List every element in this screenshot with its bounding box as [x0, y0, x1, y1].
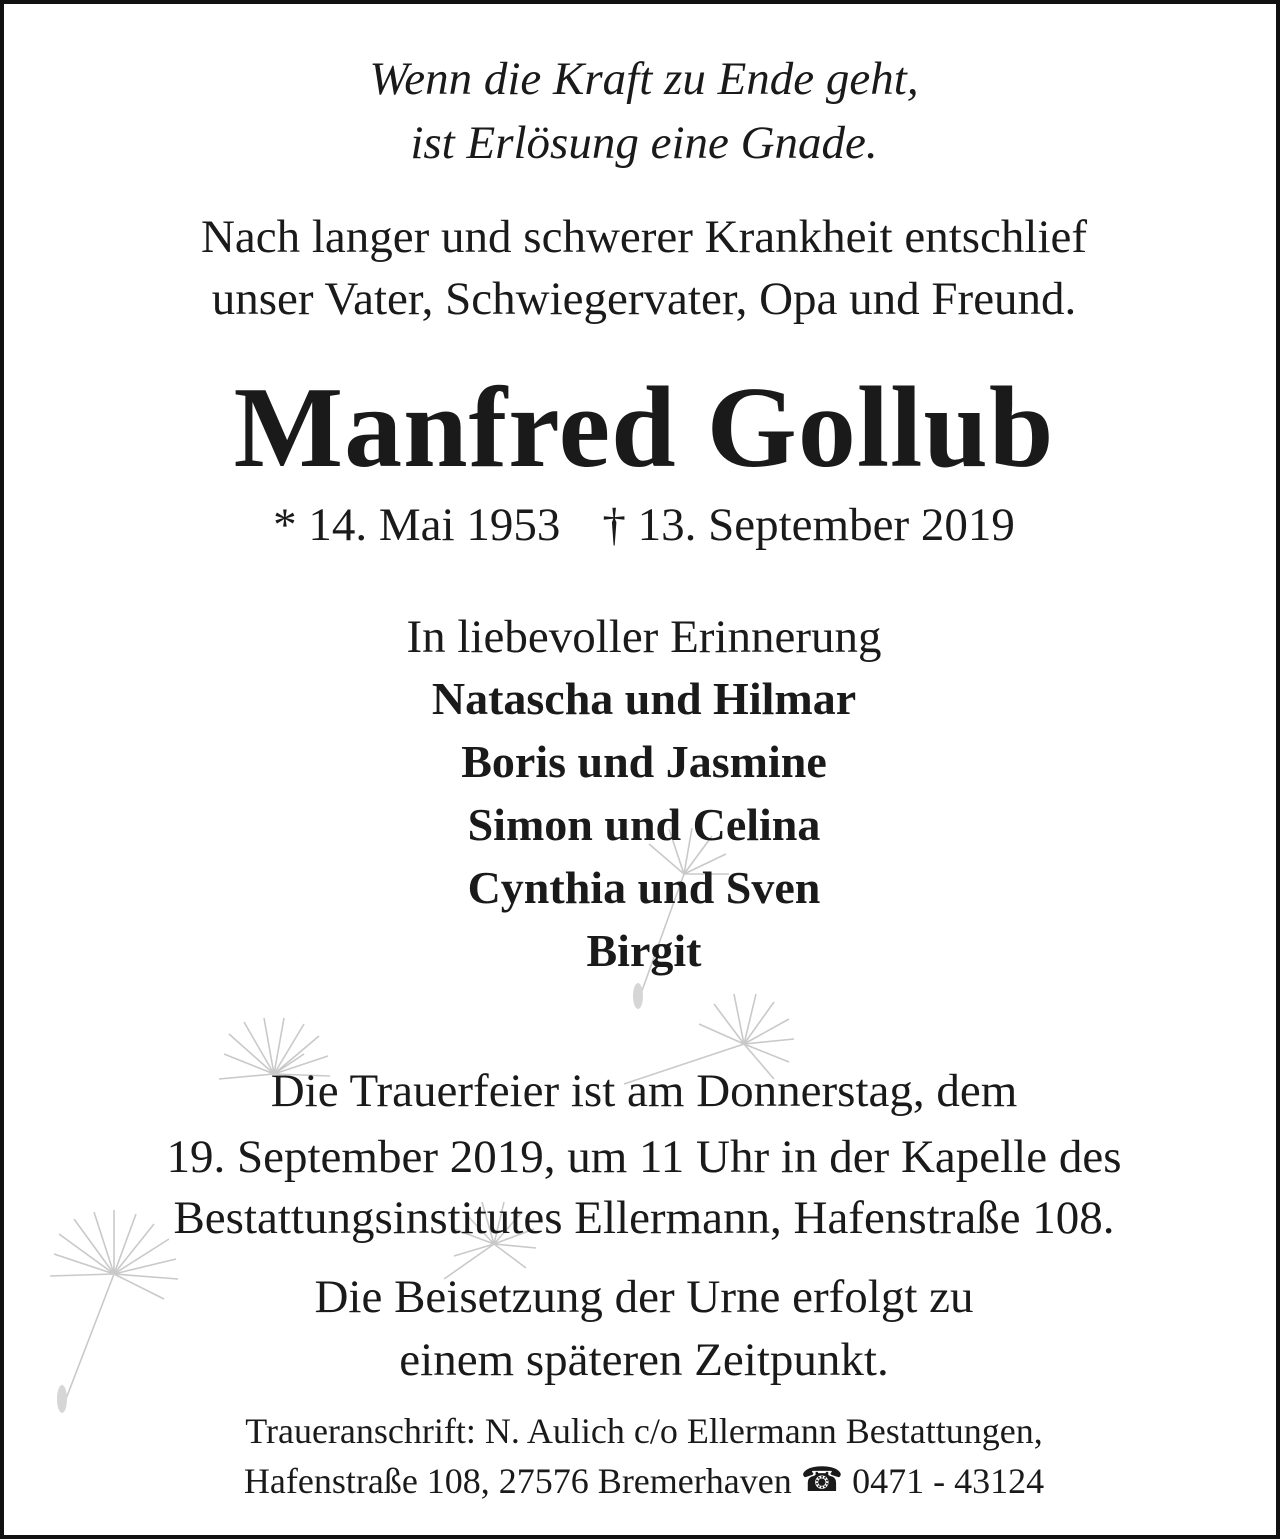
deceased-name: Manfred Gollub [233, 364, 1055, 492]
intro-line-2: unser Vater, Schwiegervater, Opa und Freund. [211, 273, 1077, 325]
address-street-city: Hafenstraße 108, 27576 Bremerhaven [243, 1461, 792, 1501]
life-dates [4, 498, 1280, 552]
memory-line: In liebevoller Erinnerung [406, 611, 882, 663]
ceremony-line-2: 19. September 2019, um 11 Uhr in der Kapelle des [166, 1131, 1122, 1183]
motto-line-2: ist Erlösung eine Gnade. [410, 117, 878, 169]
burial-line-2: einem späteren Zeitpunkt. [399, 1334, 889, 1386]
dandelion-seed-icon [633, 828, 729, 1009]
intro-line-1: Nach langer und schwerer Krankheit entschlief [200, 211, 1088, 263]
address-line-1: Traueranschrift: N. Aulich c/o Ellermann Bestattungen, [245, 1411, 1043, 1451]
burial-line-1: Die Beisetzung der Urne erfolgt zu [314, 1271, 974, 1323]
death-date: † 13. September 2019 [602, 499, 1015, 551]
phone-number: 0471 - 43124 [852, 1461, 1045, 1501]
motto-line-1: Wenn die Kraft zu Ende geht, [369, 53, 919, 105]
family-member: Boris und Jasmine [461, 736, 827, 787]
family-member: Birgit [586, 925, 702, 976]
family-member: Cynthia und Sven [467, 862, 821, 913]
ceremony-line-1: Die Trauerfeier ist am Donnerstag, dem [270, 1065, 1018, 1117]
family-member: Simon und Celina [467, 799, 821, 850]
address-line-2 [4, 1460, 1280, 1502]
ceremony-line-3: Bestattungsinstitutes Ellermann, Hafenstraße 108. [173, 1192, 1115, 1244]
phone-icon: ☎ [800, 1462, 844, 1499]
birth-date: * 14. Mai 1953 [273, 499, 561, 551]
family-member: Natascha und Hilmar [431, 673, 857, 724]
